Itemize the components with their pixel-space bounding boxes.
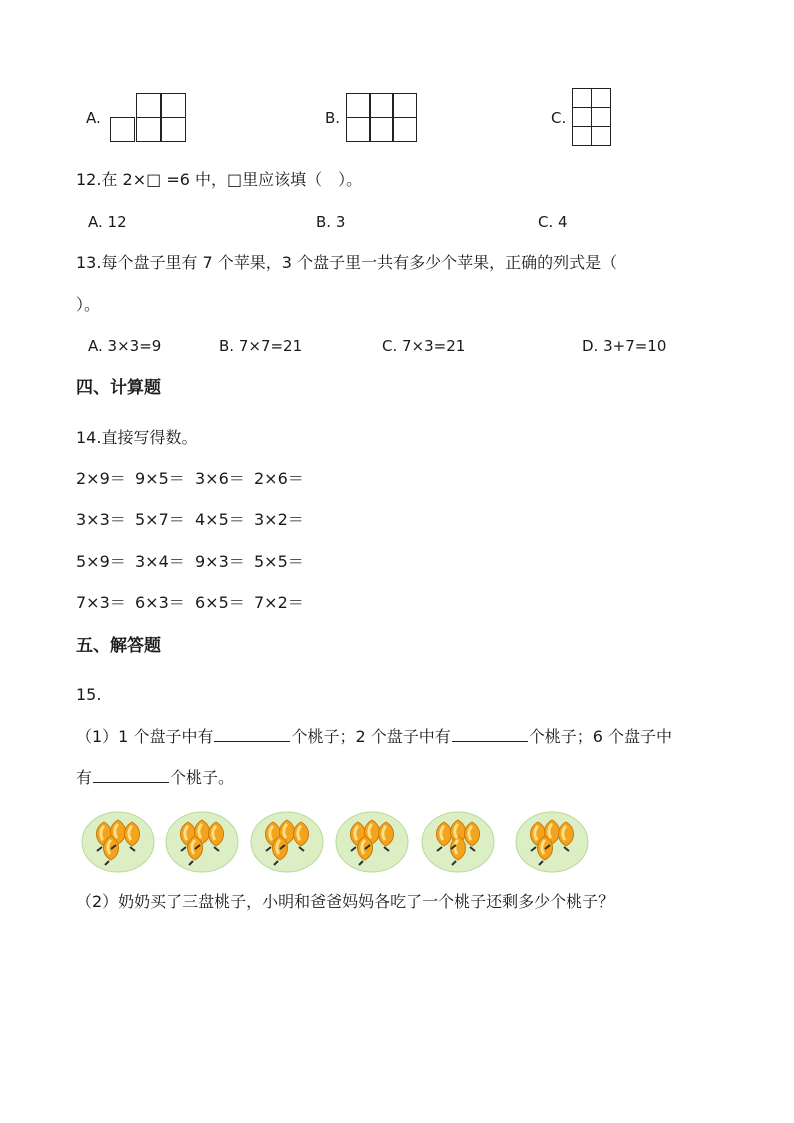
q11-figure-c	[572, 88, 612, 148]
q12-option-b[interactable]: B. 3	[316, 213, 346, 231]
q14-item: 9×5＝	[135, 469, 185, 488]
section-4-title: 四、计算题	[76, 378, 161, 398]
q15-part1-text-b: 个桃子；2 个盘子中有	[291, 727, 451, 746]
q12-option-a[interactable]: A. 12	[88, 213, 127, 231]
q14-item: 2×9＝	[76, 469, 126, 488]
q12-option-c[interactable]: C. 4	[538, 213, 568, 231]
q14-item: 5×9＝	[76, 552, 126, 571]
q14-item: 3×6＝	[195, 469, 245, 488]
answer-blank-1[interactable]	[214, 727, 290, 742]
section-5-title: 五、解答题	[76, 636, 161, 656]
q12-stem: 12.在 2×□ =6 中，□里应该填（ ）。	[76, 170, 363, 189]
q15-number: 15.	[76, 685, 102, 704]
answer-blank-2[interactable]	[452, 727, 528, 742]
q14-item: 7×3＝	[76, 593, 126, 612]
q15-part1-line1	[76, 727, 672, 747]
q13-option-a[interactable]: A. 3×3=9	[88, 337, 162, 355]
q14-item: 6×3＝	[135, 593, 185, 612]
q11-option-c-label[interactable]: C.	[551, 109, 567, 127]
q15-part2: （2）奶奶买了三盘桃子，小明和爸爸妈妈各吃了一个桃子还剩多少个桃子？	[76, 892, 615, 911]
q14-item: 4×5＝	[195, 510, 245, 529]
q15-part1-text-e: 个桃子。	[170, 768, 235, 787]
q15-part1-text-c: 个桃子；6 个盘子中	[528, 727, 673, 746]
answer-blank-3[interactable]	[93, 768, 169, 783]
q14-item: 7×2＝	[254, 593, 304, 612]
peach-plate-icon	[80, 810, 156, 874]
q14-stem: 14.直接写得数。	[76, 428, 198, 447]
q14-item: 3×3＝	[76, 510, 126, 529]
q11-option-b-label[interactable]: B.	[325, 109, 341, 127]
peach-plate-icon	[420, 810, 496, 874]
peach-plate-icon	[334, 810, 410, 874]
peach-plate-icon	[164, 810, 240, 874]
q14-item: 3×2＝	[254, 510, 304, 529]
q14-item: 5×5＝	[254, 552, 304, 571]
q15-part1-text-d: 有	[76, 768, 93, 787]
peach-plate-icon	[514, 810, 590, 874]
q11-figure-b	[346, 93, 418, 145]
q14-item: 6×5＝	[195, 593, 245, 612]
q11-option-a-label[interactable]: A.	[86, 109, 101, 127]
q13-option-b[interactable]: B. 7×7=21	[219, 337, 303, 355]
q13-option-c[interactable]: C. 7×3=21	[382, 337, 466, 355]
q14-item: 9×3＝	[195, 552, 245, 571]
q11-figure-a	[110, 93, 190, 145]
q13-stem-line1: 13.每个盘子里有 7 个苹果，3 个盘子里一共有多少个苹果，正确的列式是（	[76, 253, 618, 272]
q13-stem-line2: ）。	[76, 295, 101, 314]
q14-item: 2×6＝	[254, 469, 304, 488]
q13-option-d[interactable]: D. 3+7=10	[582, 337, 667, 355]
q15-part1-line2	[76, 768, 234, 788]
q14-item: 3×4＝	[135, 552, 185, 571]
q15-part1-text-a: （1）1 个盘子中有	[76, 727, 214, 746]
peach-plate-icon	[249, 810, 325, 874]
q14-item: 5×7＝	[135, 510, 185, 529]
